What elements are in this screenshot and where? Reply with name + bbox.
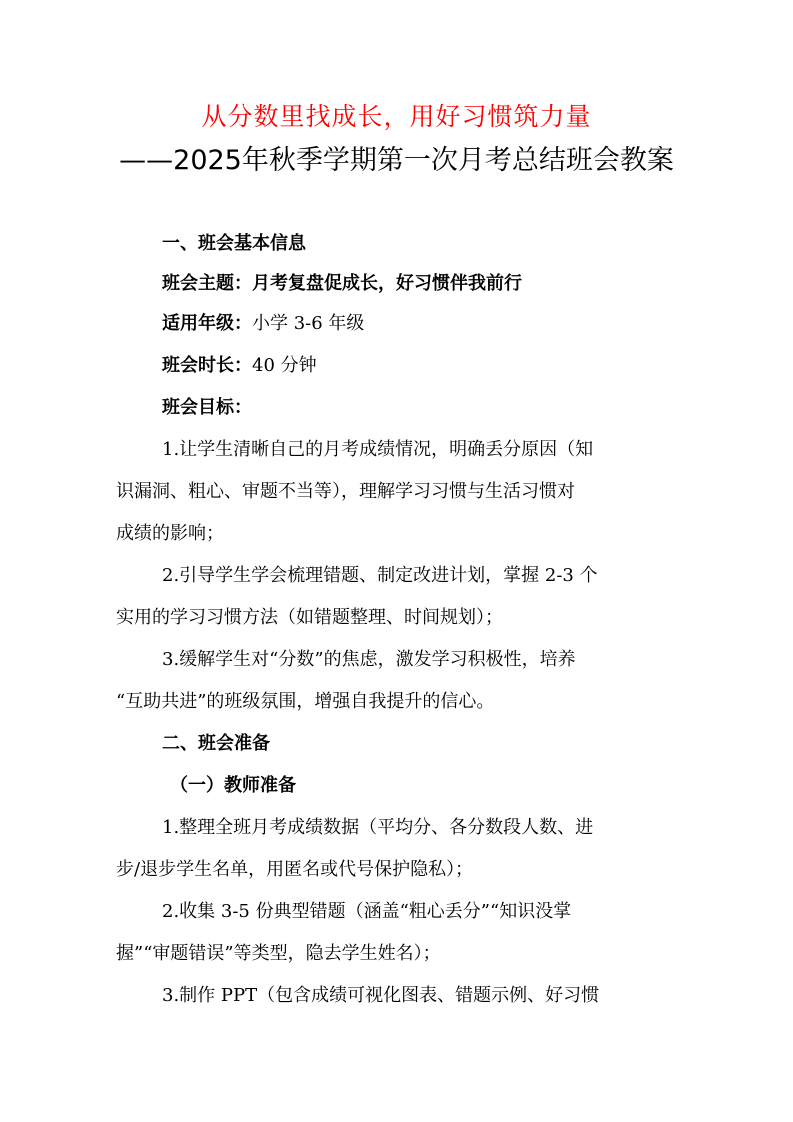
prep-item1-line1: 1.整理全班月考成绩数据（平均分、各分数段人数、进	[162, 817, 594, 838]
grade-label: 适用年级：	[162, 313, 252, 334]
goal3-line2: “互助共进”的班级氛围，增强自我提升的信心。	[116, 691, 495, 712]
section2-heading: 二、班会准备	[162, 733, 270, 754]
prep-item2-line2: 握”“审题错误”等类型，隐去学生姓名）；	[116, 943, 441, 964]
grade-value: 小学 3-6 年级	[252, 313, 365, 334]
prep-item2-line1: 2.收集 3-5 份典型错题（涵盖“粗心丢分”“知识没掌	[162, 901, 572, 922]
theme-text: 班会主题：月考复盘促成长，好习惯伴我前行	[162, 273, 522, 294]
meeting-duration	[162, 354, 682, 378]
goal2-line2: 实用的学习习惯方法（如错题整理、时间规划）；	[116, 607, 503, 628]
meeting-grade	[162, 312, 682, 336]
goal1-line2: 识漏洞、粗心、审题不当等），理解学习习惯与生活习惯对	[116, 481, 575, 502]
doc-title: 从分数里找成长，用好习惯筑力量	[201, 102, 592, 131]
goals-label: 班会目标：	[162, 397, 252, 418]
duration-label: 班会时长：	[162, 355, 252, 376]
section1-heading: 一、班会基本信息	[162, 233, 306, 254]
prep-item1-line2: 步/退步学生名单，用匿名或代号保护隐私）；	[116, 859, 474, 880]
goal1-line1: 1.让学生清晰自己的月考成绩情况，明确丢分原因（知	[162, 439, 594, 460]
prep-item3-line1: 3.制作 PPT（包含成绩可视化图表、错题示例、好习惯	[162, 985, 600, 1006]
goal3-line1: 3.缓解学生对“分数”的焦虑，激发学习积极性，培养	[162, 649, 576, 670]
goal1-line3: 成绩的影响；	[116, 523, 224, 544]
meeting-theme	[162, 272, 682, 296]
doc-subtitle: ——2025年秋季学期第一次月考总结班会教案	[119, 145, 674, 176]
goal2-line1: 2.引导学生学会梳理错题、制定改进计划，掌握 2-3 个	[162, 565, 598, 586]
duration-value: 40 分钟	[252, 355, 317, 376]
teacher-prep-heading: （一）教师准备	[170, 775, 296, 796]
